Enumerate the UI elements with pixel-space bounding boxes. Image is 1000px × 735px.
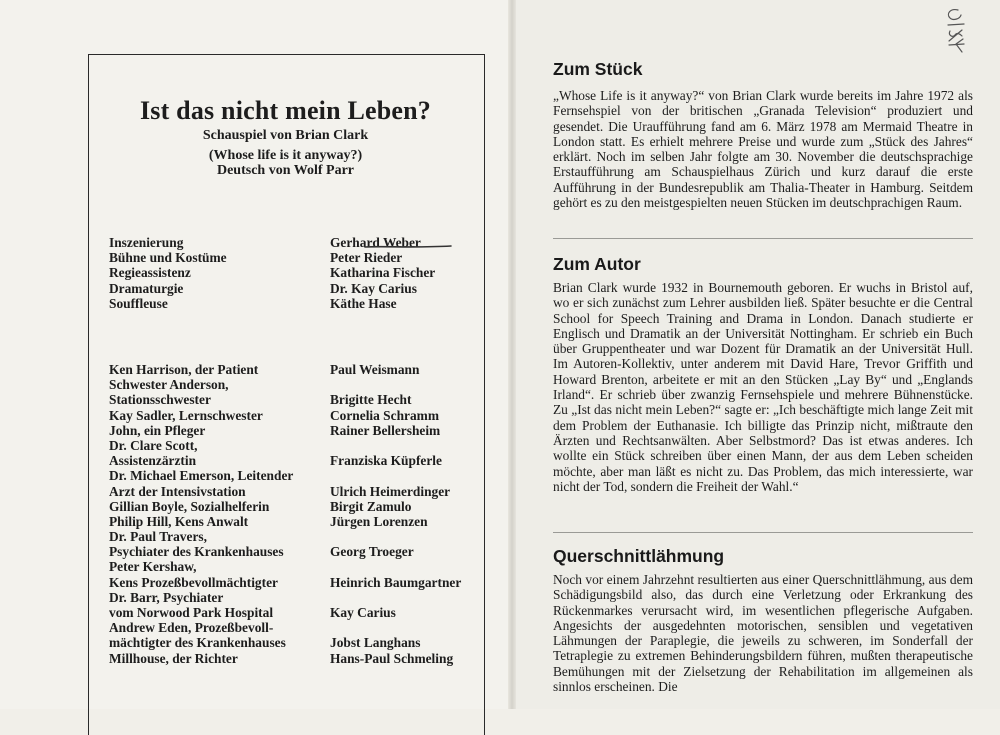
section-divider <box>553 238 973 239</box>
credit-row <box>109 250 469 265</box>
cast-row <box>109 438 479 453</box>
cast-role: Dr. Paul Travers, <box>109 529 207 545</box>
cast-role: Ken Harrison, der Patient <box>109 362 259 377</box>
cast-role: John, ein Pfleger <box>109 422 206 438</box>
handwritten-note <box>936 4 970 64</box>
credit-role: Souffleuse <box>109 295 168 311</box>
cast-role: Stationsschwester <box>109 392 211 408</box>
cast-actor: Paul Weismann <box>330 362 420 377</box>
cast-role: Dr. Barr, Psychiater <box>109 589 224 605</box>
cast-row <box>109 392 479 407</box>
cast-row <box>109 559 479 574</box>
cast-row <box>109 377 479 392</box>
cast-actor: Rainer Bellersheim <box>330 422 441 438</box>
cast-role: Dr. Clare Scott, <box>109 437 198 453</box>
section-heading-querschnitt: Querschnittlähmung <box>553 546 725 566</box>
credit-name: Katharina Fischer <box>330 265 436 281</box>
cast-actor: Brigitte Hecht <box>330 392 412 408</box>
cast-actor: Georg Troeger <box>330 544 414 560</box>
credit-row <box>109 296 469 311</box>
cast-row <box>109 408 479 423</box>
credit-row <box>109 281 469 296</box>
credit-row <box>109 265 469 280</box>
original-title: (Whose life is it anyway?) <box>208 148 363 163</box>
cast-actor: Jobst Langhans <box>330 635 421 651</box>
cast-row <box>109 499 479 514</box>
cast-role: Schwester Anderson, <box>109 377 229 393</box>
section-divider <box>553 532 973 533</box>
cast-row <box>109 590 479 605</box>
play-subtitle: Schauspiel von Brian Clark <box>202 128 369 143</box>
cast-row <box>109 529 479 544</box>
cast-role: Gillian Boyle, Sozialhelferin <box>109 498 270 514</box>
credit-role: Bühne und Kostüme <box>109 250 227 266</box>
section-heading-stueck: Zum Stück <box>553 59 643 79</box>
credit-role: Regieassistenz <box>109 265 191 281</box>
cast-role: Dr. Michael Emerson, Leitender <box>109 468 294 484</box>
cast-row <box>109 484 479 499</box>
cast-role: Kay Sadler, Lernschwester <box>109 407 263 423</box>
cast-role: Assistenzärztin <box>109 453 197 469</box>
credit-role: Dramaturgie <box>109 280 184 296</box>
section-text-querschnitt: Noch vor einem Jahrzehnt resultierten aus einer Querschnittlähmung, aus dem Schädigungsbild also, das durch eine Verletzung oder Erkrankung des Rückenmarkes verursacht wird, im wesentlichen pflegerische Aufgaben. Angesichts der ausgedehnten motorischen, sensiblen und vegetativen Lähmungen der Paraplegie, die jeweils zu schweren, im Sonderfall der Tetraplegie zu extremen Behinderungsbildern führen, mußten therapeutische Bemühungen mit der Zielsetzung der Rehabilitation im allgemeinen als sinnlos erscheinen. Die <box>553 572 973 695</box>
section-text-autor: Brian Clark wurde 1932 in Bournemouth geboren. Er wuchs in Bristol auf, wo er sich zunächst zum Lehrer ausbilden ließ. Später besuchte er die Central School for Speech Training and Drama in London. Danach studierte er Englisch und Dramatik an der Universität Nottingham. Er schrieb ein Buch über Gruppentheater und war Dozent für Dramatik an der Universität Hull. Im Autoren-Kollektiv, unter anderem mit David Hare, Trevor Griffith und Howard Brenton, arbeitete er mit an den Stücken „Lay By“ und „Englands Irland“. Er schrieb über zwanzig Fernsehspiele und mehrere Bühnenstücke. Zu „Ist das nicht mein Leben?“ sagte er: „Ich beschäftigte mich lange Zeit mit dem Problem der Euthanasie. Ich billigte das Prinzip nicht, mißtraute den Ärzten und Rechtsanwälten. Aber Selbstmord? Das ist etwas anderes. Ich wollte ein Stück schreiben über einen Mann, der aus dem Leben scheiden möchte, aber man läßt es nicht zu. Das Problem, das mich interessierte, war nicht der Tod, sondern die Freiheit der Wahl.“ <box>553 280 973 494</box>
play-title: Ist das nicht mein Leben? <box>139 96 432 125</box>
cast-actor: Franziska Küpferle <box>330 453 442 469</box>
credit-name: Käthe Hase <box>330 295 397 311</box>
cast-role: Peter Kershaw, <box>109 559 197 575</box>
cast-role: Millhouse, der Richter <box>109 650 238 666</box>
pen-underline <box>364 244 452 250</box>
cast-actor: Hans-Paul Schmeling <box>330 650 454 666</box>
cast-actor: Cornelia Schramm <box>330 407 439 423</box>
cast-row <box>109 575 479 590</box>
cast-actor: Jürgen Lorenzen <box>330 513 428 529</box>
cast-role: vom Norwood Park Hospital <box>109 605 274 620</box>
credit-name: Dr. Kay Carius <box>330 280 417 296</box>
cast-row <box>109 651 479 666</box>
cast-row <box>109 635 479 650</box>
cast-row <box>109 605 479 620</box>
translation-credit: Deutsch von Wolf Parr <box>216 163 354 178</box>
cast-role: Arzt der Intensivstation <box>109 483 246 499</box>
cast-row <box>109 362 479 377</box>
cast-role: Kens Prozeßbevollmächtigter <box>109 574 278 590</box>
cast-role: Psychiater des Krankenhauses <box>109 544 284 560</box>
cast-actor: Heinrich Baumgartner <box>330 574 462 590</box>
cast-row <box>109 620 479 635</box>
cast-role: Philip Hill, Kens Anwalt <box>109 513 249 529</box>
cast-row <box>109 423 479 438</box>
credit-role: Inszenierung <box>109 235 184 250</box>
section-heading-autor: Zum Autor <box>553 254 641 274</box>
cast-actor: Birgit Zamulo <box>330 498 412 514</box>
cast-actor: Kay Carius <box>330 605 396 620</box>
cast-row <box>109 544 479 559</box>
cast-role: mächtigter des Krankenhauses <box>109 635 286 651</box>
cast-row <box>109 468 479 483</box>
cast-row <box>109 514 479 529</box>
cast-list <box>109 362 479 666</box>
credit-name: Peter Rieder <box>330 250 403 266</box>
cast-actor: Ulrich Heimerdinger <box>330 483 451 499</box>
cast-role: Andrew Eden, Prozeßbevoll- <box>109 620 274 636</box>
page-fold <box>508 0 516 709</box>
credit-name: Gerhard Weber <box>330 235 421 250</box>
section-text-stueck: „Whose Life is it anyway?“ von Brian Clark wurde bereits im Jahre 1972 als Fernsehspiel von der britischen „Granada Television“ produziert und gesendet. Die Uraufführung fand am 6. März 1978 am Mermaid Theatre in London statt. Es erhielt mehrere Preise und wurde zum „Stück des Jahres“ erklärt. Noch im selben Jahr folgte am 30. November die deutschsprachige Erstaufführung am Schauspielhaus Zürich und kurz darauf die erste Aufführung in der Bundesrepublik am Thalia-Theater in Hamburg. Seitdem gehört es zu den meistgespielten neuen Stücken im deutschprachigen Raum. <box>553 88 973 211</box>
cast-row <box>109 453 479 468</box>
